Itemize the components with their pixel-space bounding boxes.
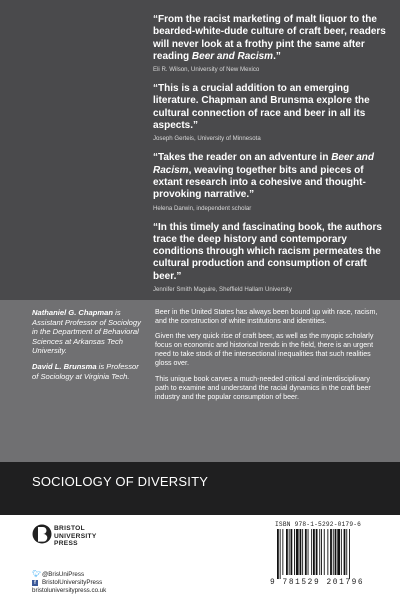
twitter-row[interactable]: [32, 571, 106, 579]
barcode-bar: [324, 529, 325, 575]
barcode-bar: [327, 529, 328, 575]
barcode-bar: [282, 529, 283, 575]
barcode-bar: [311, 529, 312, 575]
endorsements: [153, 14, 393, 303]
endorsement: [153, 14, 393, 73]
endorsement-source: Helena Darwin, independent scholar: [153, 204, 252, 212]
barcode-bar: [305, 529, 307, 575]
endorsement: [153, 83, 393, 142]
barcode-bar: [346, 529, 347, 575]
blurb-paragraph: Given the very quick rise of craft beer, as well as the myopic scholarly focus on economic and historical trends in the field, there is an urgent need to take stock of the intersectional inequalities that such realities gloss over.: [155, 332, 374, 368]
author-name: David L. Brunsma: [32, 361, 97, 371]
bristol-university-press-logo: [32, 522, 52, 546]
endorsement-text: “In this timely and fascinating book, the authors trace the deep history and contemporary conditions through which racism permeates the cultural production and consumption of craft beer.”: [153, 221, 382, 282]
barcode-bar: [335, 529, 337, 575]
blurb-paragraph: Beer in the United States has always been bound up with race, racism, and the construction of white institutions and identities.: [155, 308, 378, 326]
endorsement-source: Eli R. Wilson, University of New Mexico: [153, 66, 260, 74]
endorsement-source: Jennifer Smith Maguire, Sheffield Hallam University: [153, 286, 292, 294]
endorsement-text: “Takes the reader on an adventure in Beer and Racism, weaving together bits and pieces of extant research into a cohesive and thought-provoking narrative.”: [153, 152, 374, 201]
endorsement-source: Joseph Gerteis, University of Minnesota: [153, 135, 261, 143]
barcode-bar: [300, 529, 302, 575]
barcode-bar: [330, 529, 332, 575]
barcode-bar: [280, 529, 281, 579]
barcode-number: 9 781529 201796: [270, 579, 365, 587]
barcode-bar: [277, 529, 279, 579]
barcode-bar: [291, 529, 293, 575]
barcode-bar: [344, 529, 346, 575]
barcode-bar: [289, 529, 290, 575]
facebook-handle: BristolUniversityPress: [42, 579, 103, 586]
barcode-bar: [337, 529, 340, 575]
barcode-bar: [319, 529, 320, 575]
barcode-bar: [296, 529, 299, 575]
isbn-label: ISBN 978-1-5292-0179-6: [275, 521, 362, 528]
twitter-icon: 🐦︎: [32, 571, 41, 578]
barcode-bar: [302, 529, 303, 575]
barcode-bar: [333, 529, 334, 575]
barcode-bar: [321, 529, 322, 575]
series-title: SOCIOLOGY OF DIVERSITY: [32, 474, 209, 489]
facebook-row[interactable]: [32, 579, 106, 587]
barcode-bar: [313, 529, 315, 575]
website-row[interactable]: [32, 587, 106, 595]
facebook-icon: f: [32, 580, 38, 586]
endorsement: [153, 152, 393, 211]
blurb-paragraph: This unique book carves a much-needed critical and interdisciplinary path to examine and understand the racial dynamics in the craft beer industry and the popular consumption of beer.: [155, 374, 371, 401]
endorsement-text: “From the racist marketing of malt liquor to the bearded-white-dude culture of craft beer, readers will never look at a frothy pint the same after reading Beer and Racism.”: [153, 14, 386, 62]
author-bios: [32, 308, 144, 387]
barcode: [275, 529, 373, 579]
barcode-bar: [308, 529, 309, 575]
website-link[interactable]: bristoluniversitypress.co.uk: [32, 587, 107, 594]
publisher-name: BRISTOL UNIVERSITY PRESS: [54, 525, 97, 548]
book-blurb: [155, 308, 385, 408]
barcode-bar: [316, 529, 318, 575]
author-bio: Nathaniel G. Chapman is Assistant Professor of Sociology in the Department of Behavioral Sciences at Arkansas Tech University.: [32, 308, 141, 356]
publisher-contacts: [32, 571, 106, 595]
twitter-handle: @BrisUniPress: [42, 571, 85, 578]
endorsement-text: “This is a crucial addition to an emerging literature. Chapman and Brunsma explore the cultural connection of race and beer in all its aspects.”: [153, 83, 370, 132]
barcode-bar: [349, 529, 350, 579]
endorsement: [153, 222, 393, 293]
author-bio: David L. Brunsma is Professor of Sociology at Virginia Tech.: [32, 361, 139, 381]
barcode-bar: [294, 529, 295, 575]
author-name: Nathaniel G. Chapman: [32, 308, 114, 317]
barcode-bar: [341, 529, 342, 575]
barcode-bar: [286, 529, 288, 575]
